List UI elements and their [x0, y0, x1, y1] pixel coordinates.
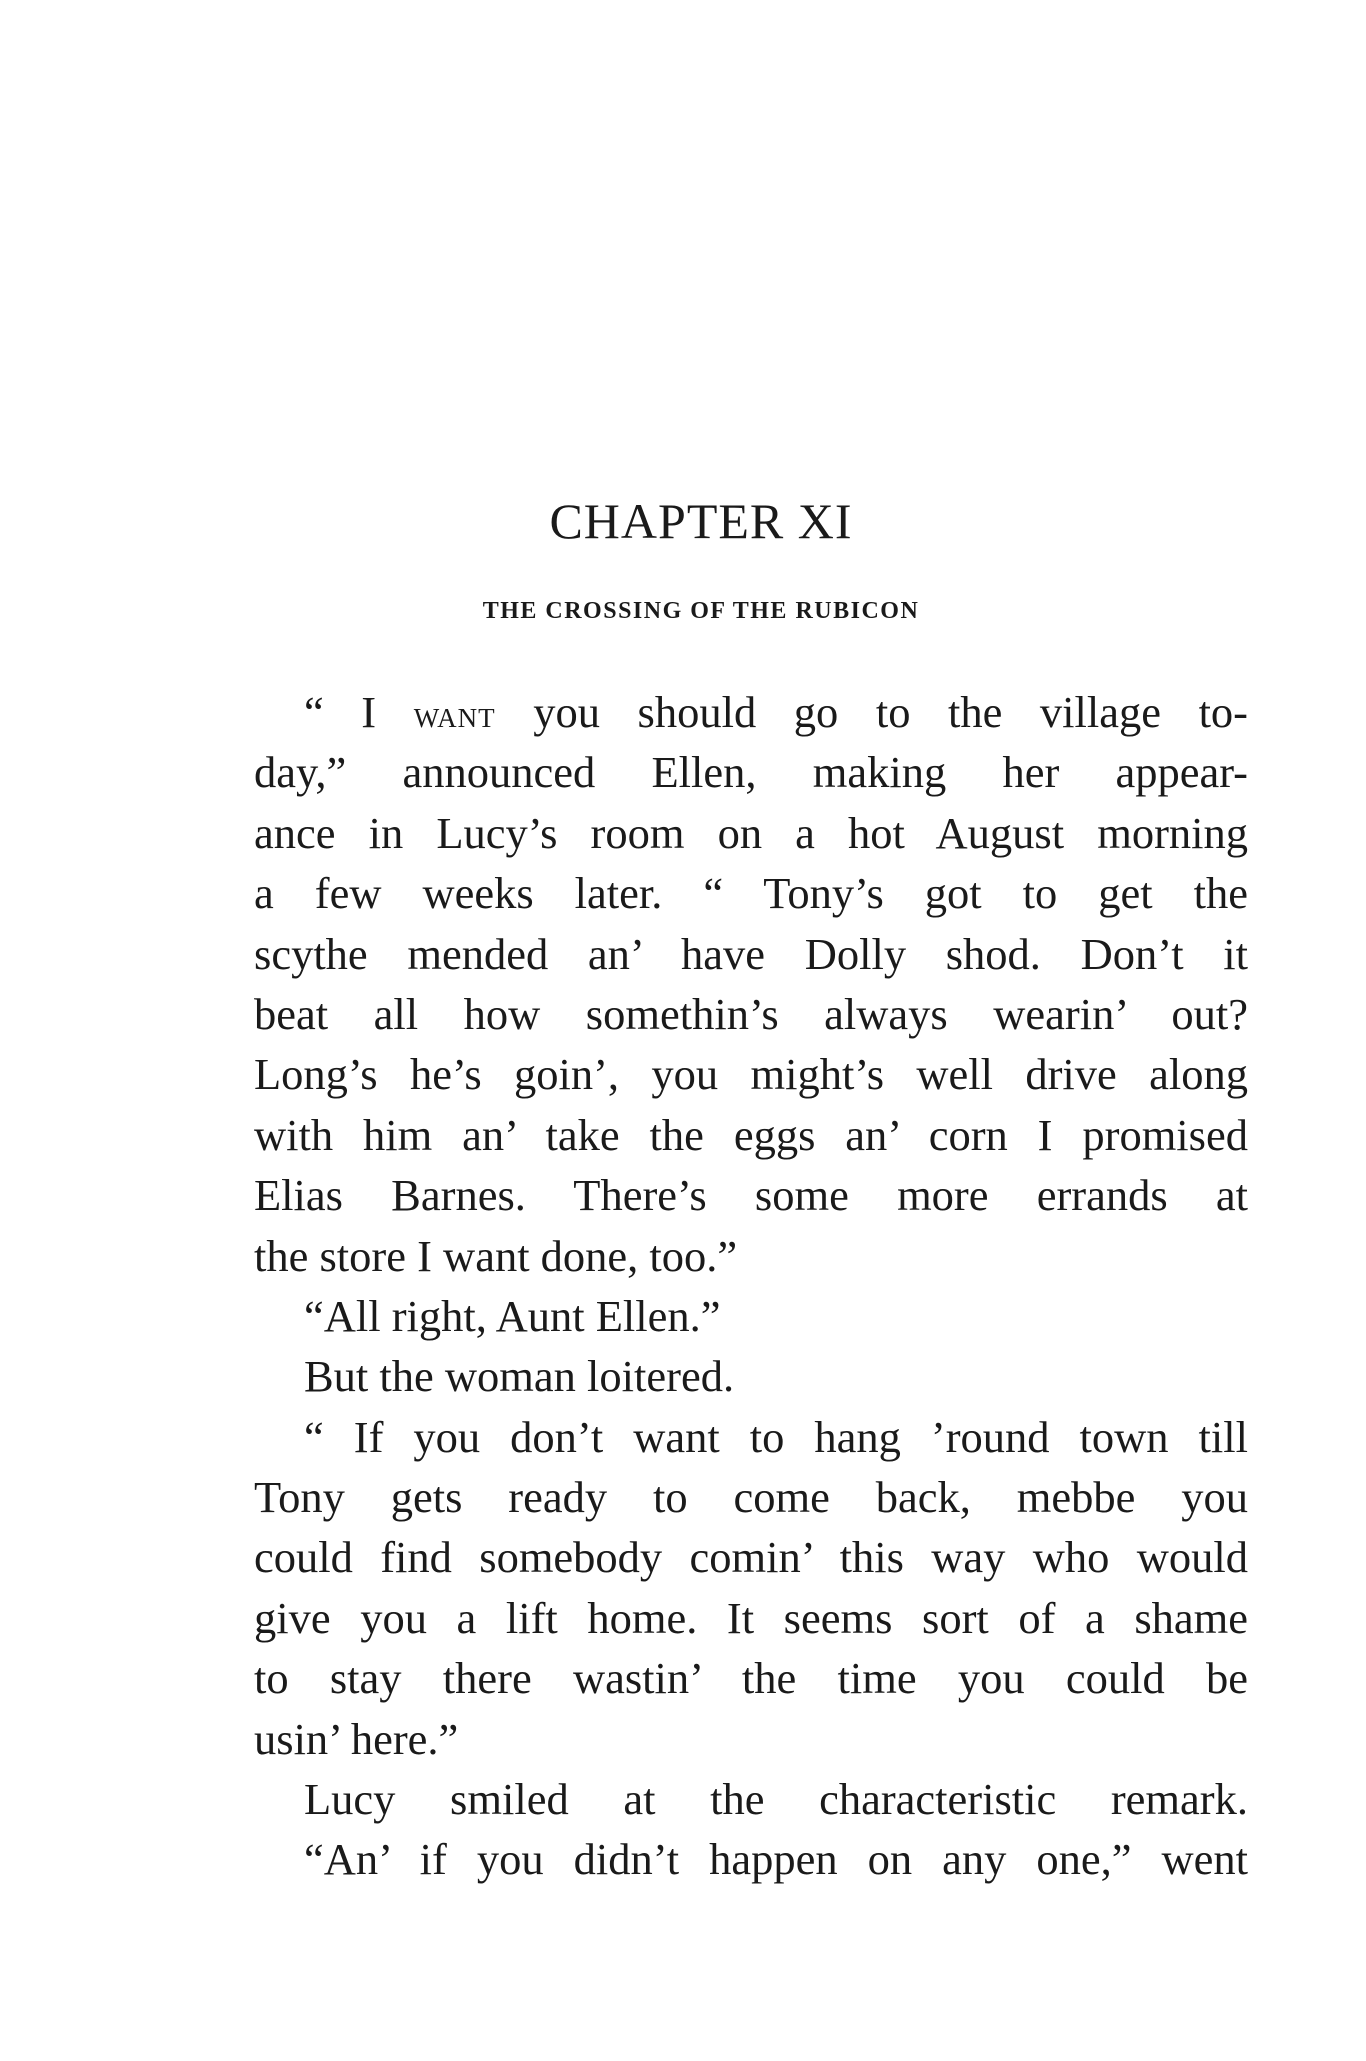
- opening-word: want: [413, 694, 496, 736]
- text-line: to stay there wastin’ the time you could be: [254, 1653, 1248, 1704]
- text-line: “All right, Aunt Ellen.”: [304, 1290, 721, 1341]
- text-line: Lucy smiled at the characteristic remark.: [304, 1774, 1248, 1825]
- text-line: Elias Barnes. There’s some more errands at: [254, 1170, 1248, 1221]
- text-line: give you a lift home. It seems sort of a shame: [254, 1592, 1248, 1643]
- text-line: a few weeks later. “ Tony’s got to get the: [254, 868, 1248, 919]
- text-line: “ If you don’t want to hang ’round town till: [304, 1411, 1248, 1462]
- text-line: ance in Lucy’s room on a hot August morning: [254, 807, 1248, 858]
- text-line: could find somebody comin’ this way who would: [254, 1532, 1248, 1583]
- text-line: But the woman loitered.: [304, 1351, 735, 1402]
- chapter-text: [254, 682, 1248, 1890]
- text-line: [254, 682, 1248, 742]
- chapter-title: CHAPTER XI: [549, 493, 853, 549]
- chapter-subtitle: THE CROSSING OF THE RUBICON: [482, 598, 920, 624]
- text-line: with him an’ take the eggs an’ corn I promised: [254, 1109, 1248, 1160]
- text-line: usin’ here.”: [254, 1713, 459, 1764]
- text-line: the store I want done, too.”: [254, 1230, 738, 1281]
- text-line: “An’ if you didn’t happen on any one,” went: [304, 1834, 1248, 1885]
- text-line: Tony gets ready to come back, mebbe you: [254, 1472, 1248, 1523]
- opening-quote: “ I: [304, 687, 414, 737]
- text-line: Long’s he’s goin’, you might’s well drive along: [254, 1049, 1248, 1100]
- text-line: beat all how somethin’s always wearin’ out?: [254, 988, 1248, 1039]
- line-rest: you should go to the village to-: [495, 687, 1248, 737]
- text-line: day,” announced Ellen, making her appear-: [254, 747, 1248, 798]
- text-line: scythe mended an’ have Dolly shod. Don’t it: [254, 928, 1248, 979]
